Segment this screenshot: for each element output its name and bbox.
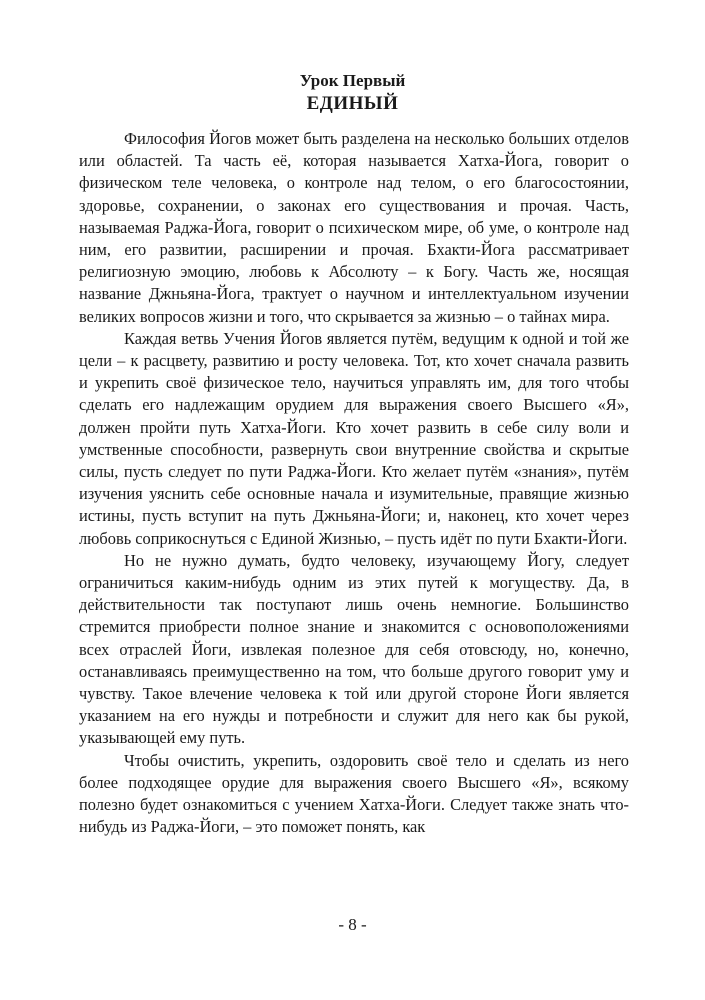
lesson-label: Урок Первый (299, 71, 406, 90)
page-number: - 8 - (338, 915, 367, 934)
paragraph: Каждая ветвь Учения Йогов является путём, ведущим к одной и той же цели – к расцвету, развитию и росту человека. Тот, кто хочет сначала развить и укрепить своё физическое тело, научиться управлять им, для того чтобы сделать его надлежащим орудием для выражения своего Высшего «Я», должен пройти путь Хатха-Йоги. Кто хочет развить в себе силу воли и умственные способности, развернуть свои внутренние свойства и скрытые силы, пусть следует по пути Раджа-Йоги. Кто желает путём «знания», путём изучения уяснить себе основные начала и изумительные, правящие жизнью истины, пусть вступит на путь Джньяна-Йоги; и, наконец, кто хочет через любовь соприкоснуться с Единой Жизнью, – пусть идёт по пути Бхакти-Йоги. (79, 328, 629, 548)
paragraph: Чтобы очистить, укрепить, оздоровить своё тело и сделать из него более подходящее орудие для выражения своего Высшего «Я», всякому полезно будет ознакомиться с учением Хатха-Йоги. Следует также знать что-нибудь из Раджа-Йоги, – это поможет понять, как (79, 750, 629, 837)
body-text (79, 128, 629, 839)
paragraph: Философия Йогов может быть разделена на несколько больших отделов или областей. Та часть её, которая называется Хатха-Йога, говорит о физическом теле человека, о контроле над телом, о его благосостоянии, здоровье, сохранении, о законах его существования и прочая. Часть, называемая Раджа-Йога, говорит о психическом мире, об уме, о контроле над ним, его развитии, расширении и прочая. Бхакти-Йога рассматривает религиозную эмоцию, любовь к Абсолюту – к Богу. Часть же, носящая название Джньяна-Йога, трактует о научном и интеллектуальном изучении великих вопросов жизни и того, что скрывается за жизнью – о тайнах мира. (79, 129, 629, 326)
chapter-title: ЕДИНЫЙ (306, 93, 399, 114)
chapter-heading (0, 70, 705, 116)
paragraph: Но не нужно думать, будто человеку, изучающему Йогу, следует ограничиться каким-нибудь одним из этих путей к могуществу. Да, в действительности так поступают лишь очень немногие. Большинство стремится приобрести полное знание и знакомится с основоположениями всех отраслей Йоги, извлекая полезное для себя отовсюду, но, конечно, останавливаясь преимущественно на том, что больше другого говорит уму и чувству. Такое влечение человека к той или другой стороне Йоги является указанием на его нужды и потребности и служит для него как бы рукой, указывающей ему путь. (79, 550, 629, 748)
